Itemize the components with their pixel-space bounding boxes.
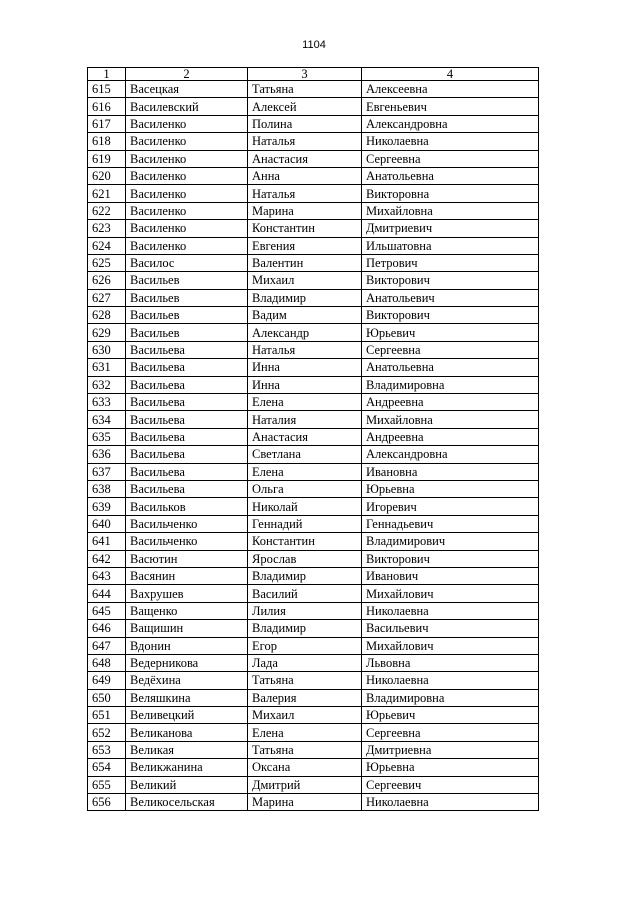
table-row <box>88 220 539 237</box>
surname-cell: Вдонин <box>126 637 248 654</box>
row-number-cell: 639 <box>88 498 126 515</box>
surname-cell: Великосельская <box>126 794 248 811</box>
table-row <box>88 341 539 358</box>
surname-cell: Васильева <box>126 376 248 393</box>
patronymic-cell: Евгеньевич <box>362 98 539 115</box>
table-header-row <box>88 68 539 81</box>
table-row <box>88 133 539 150</box>
table-row <box>88 307 539 324</box>
row-number-cell: 631 <box>88 359 126 376</box>
row-number-cell: 655 <box>88 776 126 793</box>
first-name-cell: Константин <box>248 220 362 237</box>
table-row <box>88 741 539 758</box>
row-number-cell: 615 <box>88 81 126 98</box>
page-number: 1104 <box>302 39 326 51</box>
table-row <box>88 724 539 741</box>
table-row <box>88 185 539 202</box>
row-number-cell: 654 <box>88 759 126 776</box>
patronymic-cell: Николаевна <box>362 672 539 689</box>
first-name-cell: Марина <box>248 794 362 811</box>
table-row <box>88 463 539 480</box>
first-name-cell: Александр <box>248 324 362 341</box>
table-row <box>88 480 539 497</box>
first-name-cell: Анастасия <box>248 150 362 167</box>
first-name-cell: Татьяна <box>248 81 362 98</box>
table-row <box>88 515 539 532</box>
patronymic-cell: Андреевна <box>362 394 539 411</box>
first-name-cell: Инна <box>248 359 362 376</box>
surname-cell: Васильев <box>126 272 248 289</box>
first-name-cell: Владимир <box>248 567 362 584</box>
first-name-cell: Наталья <box>248 341 362 358</box>
patronymic-cell: Иванович <box>362 567 539 584</box>
surname-cell: Вахрушев <box>126 585 248 602</box>
table-row <box>88 707 539 724</box>
first-name-cell: Алексей <box>248 98 362 115</box>
surname-cell: Васильев <box>126 307 248 324</box>
patronymic-cell: Ивановна <box>362 463 539 480</box>
surname-cell: Ведёхина <box>126 672 248 689</box>
patronymic-cell: Андреевна <box>362 428 539 445</box>
table-row <box>88 81 539 98</box>
row-number-cell: 636 <box>88 446 126 463</box>
patronymic-cell: Михайлович <box>362 585 539 602</box>
table-row <box>88 672 539 689</box>
table-row <box>88 272 539 289</box>
first-name-cell: Егор <box>248 637 362 654</box>
table-row <box>88 394 539 411</box>
row-number-cell: 650 <box>88 689 126 706</box>
row-number-cell: 625 <box>88 254 126 271</box>
patronymic-cell: Васильевич <box>362 620 539 637</box>
first-name-cell: Дмитрий <box>248 776 362 793</box>
surname-cell: Василос <box>126 254 248 271</box>
table-row <box>88 620 539 637</box>
surname-cell: Васютин <box>126 550 248 567</box>
patronymic-cell: Анатольевна <box>362 359 539 376</box>
row-number-cell: 618 <box>88 133 126 150</box>
table-row <box>88 654 539 671</box>
surname-cell: Веливецкий <box>126 707 248 724</box>
row-number-cell: 627 <box>88 289 126 306</box>
row-number-cell: 647 <box>88 637 126 654</box>
row-number-cell: 638 <box>88 480 126 497</box>
surname-cell: Васянин <box>126 567 248 584</box>
first-name-cell: Елена <box>248 394 362 411</box>
patronymic-cell: Сергеевна <box>362 724 539 741</box>
surname-cell: Василенко <box>126 237 248 254</box>
row-number-cell: 626 <box>88 272 126 289</box>
first-name-cell: Ярослав <box>248 550 362 567</box>
row-number-cell: 617 <box>88 115 126 132</box>
first-name-cell: Светлана <box>248 446 362 463</box>
table-row <box>88 167 539 184</box>
patronymic-cell: Александровна <box>362 446 539 463</box>
surname-cell: Васильченко <box>126 515 248 532</box>
table-row <box>88 602 539 619</box>
table-row <box>88 411 539 428</box>
surname-cell: Васильева <box>126 428 248 445</box>
row-number-cell: 641 <box>88 533 126 550</box>
table-row <box>88 359 539 376</box>
surname-cell: Веляшкина <box>126 689 248 706</box>
patronymic-cell: Николаевна <box>362 602 539 619</box>
patronymic-cell: Сергеевна <box>362 150 539 167</box>
surname-cell: Васильев <box>126 324 248 341</box>
surname-cell: Василенко <box>126 202 248 219</box>
surname-cell: Васильева <box>126 394 248 411</box>
table-row <box>88 637 539 654</box>
column-header-1: 1 <box>88 68 126 81</box>
table-row <box>88 585 539 602</box>
row-number-cell: 635 <box>88 428 126 445</box>
table-row <box>88 289 539 306</box>
surname-cell: Василенко <box>126 220 248 237</box>
table-row <box>88 202 539 219</box>
row-number-cell: 619 <box>88 150 126 167</box>
table-row <box>88 759 539 776</box>
table-row <box>88 376 539 393</box>
first-name-cell: Полина <box>248 115 362 132</box>
first-name-cell: Елена <box>248 463 362 480</box>
table-row <box>88 98 539 115</box>
row-number-cell: 633 <box>88 394 126 411</box>
patronymic-cell: Анатольевич <box>362 289 539 306</box>
table-row <box>88 150 539 167</box>
row-number-cell: 656 <box>88 794 126 811</box>
surname-cell: Ващишин <box>126 620 248 637</box>
first-name-cell: Валентин <box>248 254 362 271</box>
patronymic-cell: Юрьевна <box>362 759 539 776</box>
row-number-cell: 637 <box>88 463 126 480</box>
patronymic-cell: Николаевна <box>362 133 539 150</box>
row-number-cell: 652 <box>88 724 126 741</box>
patronymic-cell: Анатольевна <box>362 167 539 184</box>
first-name-cell: Василий <box>248 585 362 602</box>
first-name-cell: Николай <box>248 498 362 515</box>
surname-cell: Василенко <box>126 133 248 150</box>
table-row <box>88 689 539 706</box>
surname-cell: Ващенко <box>126 602 248 619</box>
surname-cell: Васильченко <box>126 533 248 550</box>
patronymic-cell: Юрьевна <box>362 480 539 497</box>
surname-cell: Васецкая <box>126 81 248 98</box>
patronymic-cell: Геннадьевич <box>362 515 539 532</box>
first-name-cell: Наталья <box>248 133 362 150</box>
first-name-cell: Наталия <box>248 411 362 428</box>
first-name-cell: Владимир <box>248 620 362 637</box>
patronymic-cell: Дмитриевна <box>362 741 539 758</box>
row-number-cell: 616 <box>88 98 126 115</box>
surname-cell: Василенко <box>126 185 248 202</box>
row-number-cell: 651 <box>88 707 126 724</box>
surname-cell: Василенко <box>126 167 248 184</box>
table-row <box>88 237 539 254</box>
first-name-cell: Анастасия <box>248 428 362 445</box>
patronymic-cell: Викторовна <box>362 185 539 202</box>
surname-cell: Васильева <box>126 359 248 376</box>
surname-cell: Василевский <box>126 98 248 115</box>
table-row <box>88 794 539 811</box>
patronymic-cell: Владимирович <box>362 533 539 550</box>
patronymic-cell: Сергеевна <box>362 341 539 358</box>
patronymic-cell: Юрьевич <box>362 707 539 724</box>
first-name-cell: Анна <box>248 167 362 184</box>
table-row <box>88 533 539 550</box>
row-number-cell: 640 <box>88 515 126 532</box>
table-row <box>88 776 539 793</box>
row-number-cell: 634 <box>88 411 126 428</box>
patronymic-cell: Юрьевич <box>362 324 539 341</box>
surname-cell: Великая <box>126 741 248 758</box>
patronymic-cell: Михайлович <box>362 637 539 654</box>
surname-cell: Ведерникова <box>126 654 248 671</box>
row-number-cell: 622 <box>88 202 126 219</box>
row-number-cell: 632 <box>88 376 126 393</box>
row-number-cell: 653 <box>88 741 126 758</box>
surname-cell: Васильков <box>126 498 248 515</box>
first-name-cell: Лилия <box>248 602 362 619</box>
first-name-cell: Константин <box>248 533 362 550</box>
row-number-cell: 648 <box>88 654 126 671</box>
table-row <box>88 446 539 463</box>
column-header-4: 4 <box>362 68 539 81</box>
column-header-2: 2 <box>126 68 248 81</box>
column-header-3: 3 <box>248 68 362 81</box>
row-number-cell: 645 <box>88 602 126 619</box>
row-number-cell: 620 <box>88 167 126 184</box>
surname-cell: Васильева <box>126 411 248 428</box>
patronymic-cell: Михайловна <box>362 411 539 428</box>
row-number-cell: 624 <box>88 237 126 254</box>
surname-cell: Василенко <box>126 150 248 167</box>
first-name-cell: Лада <box>248 654 362 671</box>
patronymic-cell: Викторович <box>362 272 539 289</box>
table-row <box>88 428 539 445</box>
patronymic-cell: Петрович <box>362 254 539 271</box>
first-name-cell: Михаил <box>248 707 362 724</box>
first-name-cell: Наталья <box>248 185 362 202</box>
patronymic-cell: Сергеевич <box>362 776 539 793</box>
table-row <box>88 498 539 515</box>
row-number-cell: 643 <box>88 567 126 584</box>
patronymic-cell: Игоревич <box>362 498 539 515</box>
table-row <box>88 567 539 584</box>
first-name-cell: Владимир <box>248 289 362 306</box>
patronymic-cell: Дмитриевич <box>362 220 539 237</box>
surname-cell: Васильева <box>126 341 248 358</box>
surname-cell: Великанова <box>126 724 248 741</box>
first-name-cell: Ольга <box>248 480 362 497</box>
patronymic-cell: Ильшатовна <box>362 237 539 254</box>
row-number-cell: 628 <box>88 307 126 324</box>
row-number-cell: 642 <box>88 550 126 567</box>
row-number-cell: 646 <box>88 620 126 637</box>
first-name-cell: Татьяна <box>248 672 362 689</box>
row-number-cell: 630 <box>88 341 126 358</box>
table-row <box>88 254 539 271</box>
first-name-cell: Евгения <box>248 237 362 254</box>
surname-cell: Васильева <box>126 480 248 497</box>
first-name-cell: Валерия <box>248 689 362 706</box>
row-number-cell: 623 <box>88 220 126 237</box>
patronymic-cell: Николаевна <box>362 794 539 811</box>
surname-cell: Васильева <box>126 463 248 480</box>
first-name-cell: Татьяна <box>248 741 362 758</box>
table-row <box>88 324 539 341</box>
patronymic-cell: Владимировна <box>362 376 539 393</box>
surname-cell: Великжанина <box>126 759 248 776</box>
patronymic-cell: Михайловна <box>362 202 539 219</box>
row-number-cell: 621 <box>88 185 126 202</box>
surname-cell: Васильева <box>126 446 248 463</box>
patronymic-cell: Владимировна <box>362 689 539 706</box>
patronymic-cell: Викторович <box>362 307 539 324</box>
first-name-cell: Инна <box>248 376 362 393</box>
table-row <box>88 550 539 567</box>
roster-table <box>87 67 539 811</box>
patronymic-cell: Львовна <box>362 654 539 671</box>
row-number-cell: 649 <box>88 672 126 689</box>
row-number-cell: 629 <box>88 324 126 341</box>
patronymic-cell: Александровна <box>362 115 539 132</box>
first-name-cell: Михаил <box>248 272 362 289</box>
patronymic-cell: Викторович <box>362 550 539 567</box>
row-number-cell: 644 <box>88 585 126 602</box>
first-name-cell: Елена <box>248 724 362 741</box>
first-name-cell: Вадим <box>248 307 362 324</box>
surname-cell: Васильев <box>126 289 248 306</box>
patronymic-cell: Алексеевна <box>362 81 539 98</box>
surname-cell: Великий <box>126 776 248 793</box>
table-row <box>88 115 539 132</box>
first-name-cell: Геннадий <box>248 515 362 532</box>
first-name-cell: Марина <box>248 202 362 219</box>
first-name-cell: Оксана <box>248 759 362 776</box>
surname-cell: Василенко <box>126 115 248 132</box>
